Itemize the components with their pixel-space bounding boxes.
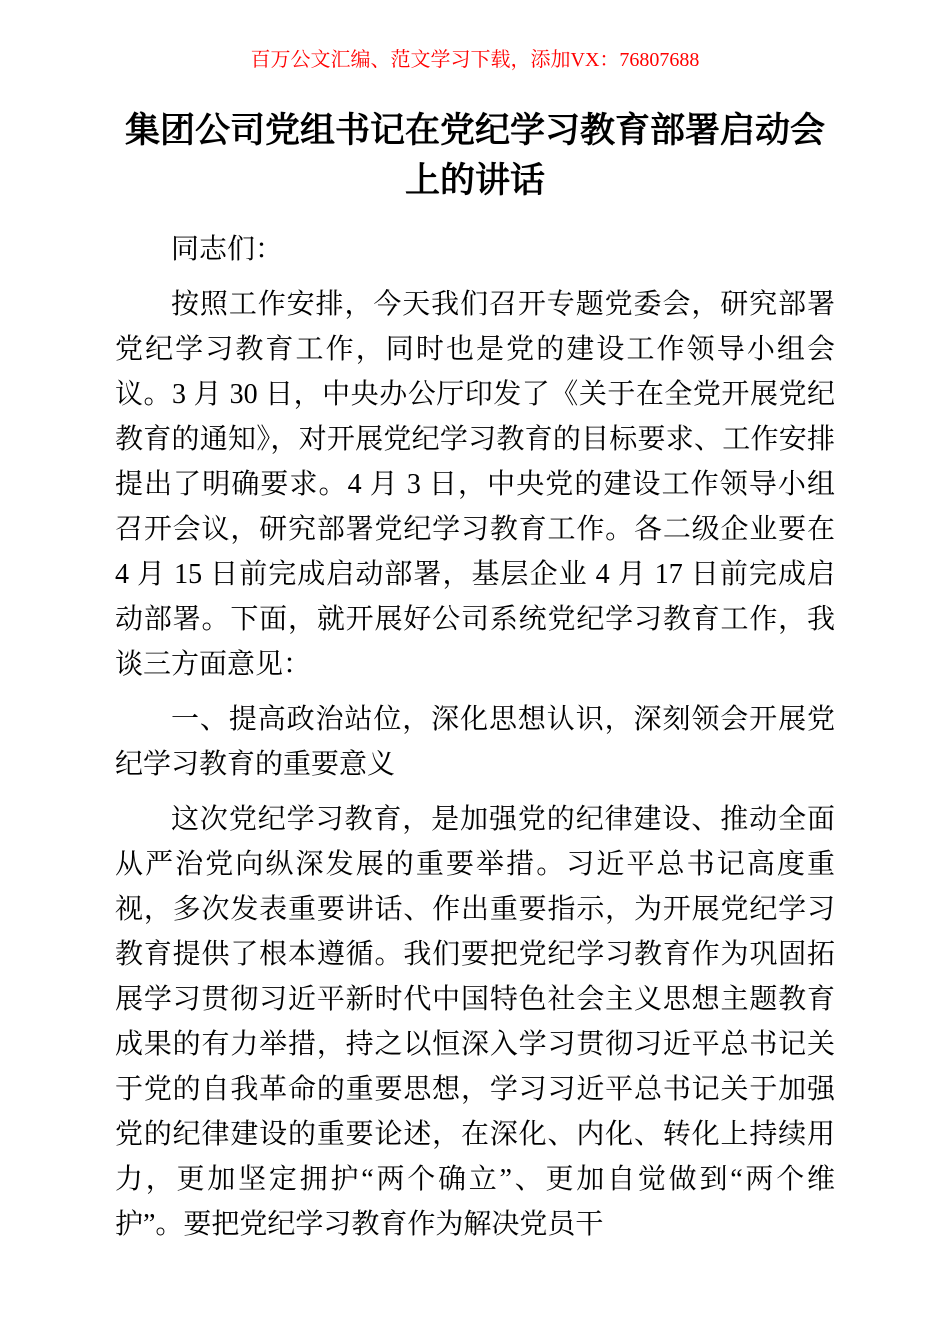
document-body	[115, 227, 835, 1247]
document-title: 集团公司党组书记在党纪学习教育部署启动会上的讲话	[124, 111, 825, 200]
paragraph-greeting: 同志们：	[171, 234, 284, 266]
paragraph-body-2: 这次党纪学习教育，是加强党的纪律建设、推动全面从严治党向纵深发展的重要举措。习近平总书记高度重视，多次发表重要讲话、作出重要指示，为开展党纪学习教育提供了根本遵循。我们要把党纪学习教育作为巩固拓展学习贯彻习近平新时代中国特色社会主义思想主题教育成果的有力举措，持之以恒深入学习贯彻习近平总书记关于党的自我革命的重要思想，学习习近平总书记关于加强党的纪律建设的重要论述，在深化、内化、转化上持续用力，更加坚定拥护“两个确立”、更加自觉做到“两个维护”。要把党纪学习教育作为解决党员干	[115, 804, 835, 1241]
promo-notice: 百万公文汇编、范文学习下载，添加VX：76807688	[250, 49, 700, 71]
paragraph-section-heading: 一、提高政治站位，深化思想认识，深刻领会开展党纪学习教育的重要意义	[115, 704, 835, 781]
paragraph-body-1: 按照工作安排，今天我们召开专题党委会，研究部署党纪学习教育工作，同时也是党的建设工作领导小组会议。3 月 30 日，中央办公厅印发了《关于在全党开展党纪教育的通知》，对开展党纪学习教育的目标要求、工作安排提出了明确要求。4 月 3 日，中央党的建设工作领导小组召开会议，研究部署党纪学习教育工作。各二级企业要在 4 月 15 日前完成启动部署，基层企业 4 月 17 日前完成启动部署。下面，就开展好公司系统党纪学习教育工作，我谈三方面意见：	[115, 289, 835, 681]
